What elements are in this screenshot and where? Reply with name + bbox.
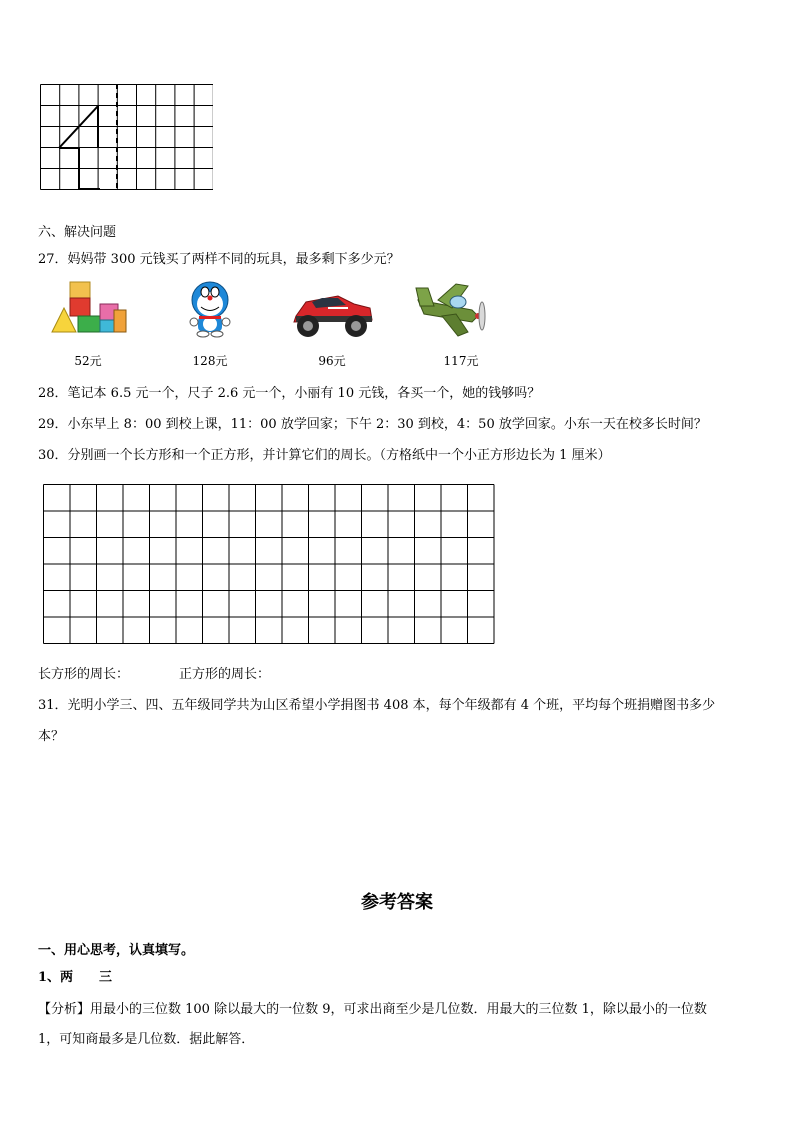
question-27: 27．妈妈带 300 元钱买了两样不同的玩具，最多剩下多少元？ [38, 252, 400, 267]
toy-price-52: 52元 [74, 354, 102, 368]
rect-perimeter-label: 长方形的周长： [38, 667, 130, 682]
toy-price-128: 128元 [192, 354, 228, 368]
square-perimeter-label: 正方形的周长： [179, 667, 271, 682]
toy-price-96: 96元 [318, 354, 346, 368]
toy-price-117: 117元 [443, 354, 479, 368]
toy-plane-icon [412, 280, 492, 338]
analysis-line2: 1，可知商最多是几位数．据此解答． [38, 1032, 255, 1047]
answer-section-1: 一、用心思考，认真填写。 [38, 943, 195, 958]
answers-title: 参考答案 [361, 892, 433, 913]
section6-title: 六、解决问题 [38, 225, 117, 240]
question-29: 29．小东早上 8：00 到校上课，11：00 放学回家；下午 2：30 到校，4：50 放学回家。小东一天在校多长时间？ [38, 417, 707, 432]
symmetry-grid-svg [40, 84, 213, 190]
question-31-line1: 31．光明小学三、四、五年级同学共为山区希望小学捐图书 408 本，每个年级都有 4 个班，平均每个班捐赠图书多少 [38, 698, 716, 713]
doraemon-toy-icon [180, 280, 240, 338]
answer-1: 1、两 三 [38, 970, 113, 985]
question-28: 28．笔记本 6.5 元一个，尺子 2.6 元一个，小丽有 10 元钱，各买一个，她的钱够吗？ [38, 386, 541, 401]
grid-paper-svg [43, 484, 495, 645]
grid-paper [43, 484, 495, 649]
analysis-line1: 【分析】用最小的三位数 100 除以最大的一位数 9，可求出商至少是几位数．用最大的三位数 1，除以最小的一位数 [38, 1002, 707, 1017]
question-31-line2: 本？ [38, 729, 65, 744]
symmetry-grid [40, 84, 213, 194]
blocks-toy-icon [48, 280, 128, 338]
toy-car-icon [288, 286, 376, 340]
question-30: 30．分别画一个长方形和一个正方形，并计算它们的周长。（方格纸中一个小正方形边长为 1 厘米） [38, 448, 611, 463]
